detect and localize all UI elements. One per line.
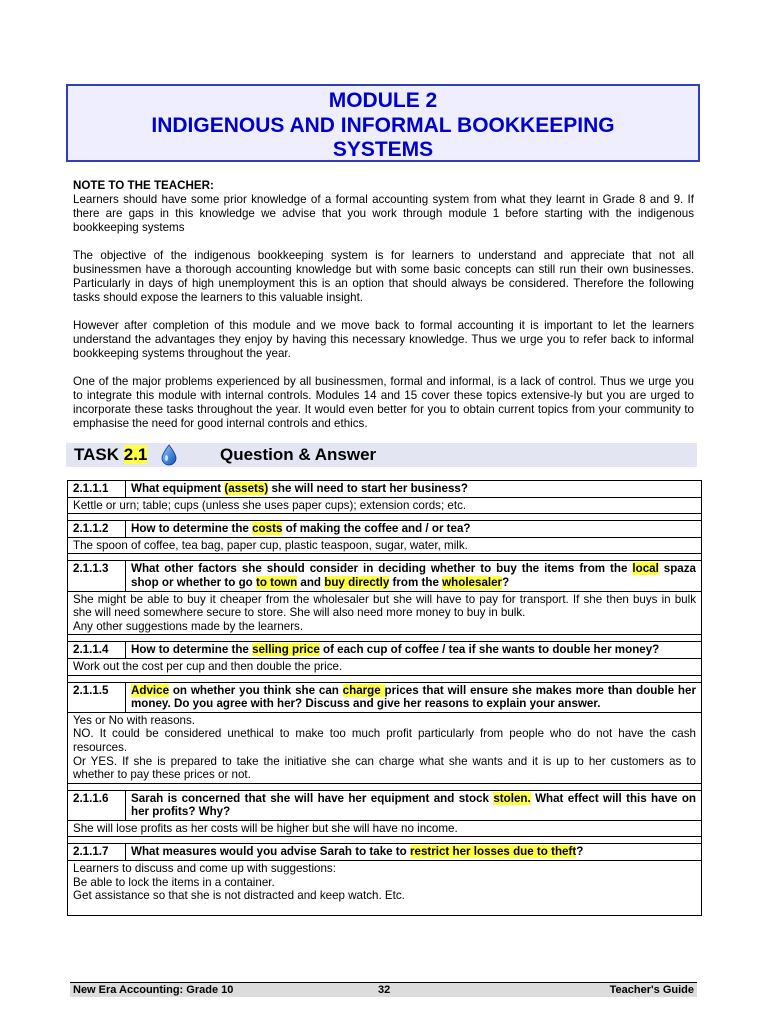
module-title-line3: SYSTEMS — [332, 138, 434, 161]
module-title-box — [66, 84, 700, 162]
answer-text: Work out the cost per cup and then double the price. — [68, 658, 702, 675]
footer-guide: Teacher's Guide — [609, 984, 694, 996]
question-text: What equipment (assets) she will need to start her business? — [126, 481, 702, 498]
spacer-row — [68, 783, 702, 790]
module-title-line1: MODULE 2 — [328, 89, 438, 112]
question-row — [68, 481, 702, 498]
question-number: 2.1.1.1 — [68, 481, 126, 498]
question-row — [68, 561, 702, 591]
answer-row — [68, 591, 702, 635]
note-paragraph-3: However after completion of this module and we move back to formal accounting it is important to let the learners understand the advantages they enjoy by having this necessary knowledge. Thus we urge you to refer back to informal bookkeeping systems throughout the year. — [73, 319, 694, 360]
question-number: 2.1.1.7 — [68, 844, 126, 861]
answer-text: The spoon of coffee, tea bag, paper cup, plastic teaspoon, sugar, water, milk. — [68, 537, 702, 554]
task-label — [74, 445, 147, 465]
answer-text: She will lose profits as her costs will be higher but she will have no income. — [68, 820, 702, 837]
note-paragraph-2: The objective of the indigenous bookkeeping system is for learners to understand and appreciate that not all businessmen have a thorough accounting knowledge but with some basic concepts can still run their own businesses. Particularly in days of high unemployment this is an option that should always be considered. Therefore the following tasks should expose the learners to this valuable insight. — [73, 249, 694, 304]
answer-row — [68, 497, 702, 514]
task-title: Question & Answer — [220, 445, 377, 464]
task-number: 2.1 — [123, 445, 148, 464]
spacer-row — [68, 837, 702, 844]
task-prefix: TASK — [74, 445, 120, 464]
qa-table — [67, 480, 702, 916]
answer-text: She might be able to buy it cheaper from the wholesaler but she will have to pay for transport. If she then buys in bulk she will need somewhere secure to store. She will also need more money to buy in bulk. Any other suggestions made by the learners. — [68, 591, 702, 635]
question-number: 2.1.1.6 — [68, 790, 126, 820]
answer-row — [68, 712, 702, 783]
answer-text: Yes or No with reasons. NO. It could be considered unethical to make too much profit particularly from people who do not have the cash resources. Or YES. If she is prepared to take the initiative she can charge what she wants and it is up to her customers as to whether to pay these prices or not. — [68, 712, 702, 783]
question-row — [68, 790, 702, 820]
spacer-row — [68, 554, 702, 561]
answer-text: Kettle or urn; table; cups (unless she uses paper cups); extension cords; etc. — [68, 497, 702, 514]
spacer-row — [68, 514, 702, 521]
answer-text: Learners to discuss and come up with suggestions: Be able to lock the items in a container. Get assistance so that she is not distracted and keep watch. Etc. — [68, 861, 702, 916]
answer-row — [68, 537, 702, 554]
question-number: 2.1.1.4 — [68, 642, 126, 659]
answer-row — [68, 820, 702, 837]
question-text: How to determine the selling price of each cup of coffee / tea if she wants to double her money? — [126, 642, 702, 659]
question-row — [68, 682, 702, 712]
module-title-line2: INDIGENOUS AND INFORMAL BOOKKEEPING — [151, 113, 615, 137]
task-header — [66, 443, 697, 467]
question-number: 2.1.1.5 — [68, 682, 126, 712]
water-drop-icon — [159, 443, 179, 472]
note-heading: NOTE TO THE TEACHER: — [73, 179, 214, 192]
note-paragraph-1: Learners should have some prior knowledge of a formal accounting system from what they learnt in Grade 8 and 9. If there are gaps in this knowledge we advise that you work through module 1 before starting with the indigenous bookkeeping systems — [73, 193, 694, 234]
spacer-row — [68, 675, 702, 682]
question-text: Sarah is concerned that she will have her equipment and stock stolen. What effect will this have on her profits? Why? — [126, 790, 702, 820]
question-text: Advice on whether you think she can charge prices that will ensure she makes more than double her money. Do you agree with her? Discuss and give her reasons to explain your answer. — [126, 682, 702, 712]
teacher-note — [73, 179, 694, 445]
question-text: How to determine the costs of making the coffee and / or tea? — [126, 521, 702, 538]
question-row — [68, 642, 702, 659]
question-row — [68, 844, 702, 861]
note-paragraph-4: One of the major problems experienced by all businessmen, formal and informal, is a lack of control. Thus we urge you to integrate this module with internal controls. Modules 14 and 15 cover these topics extensive-ly but you are urged to incorporate these tasks throughout the year. It would even better for you to obtain current topics from your community to emphasise the need for good internal controls and ethics. — [73, 375, 694, 430]
question-number: 2.1.1.3 — [68, 561, 126, 591]
footer-course: New Era Accounting: Grade 10 — [73, 984, 234, 996]
page-footer — [70, 982, 697, 997]
question-number: 2.1.1.2 — [68, 521, 126, 538]
answer-row — [68, 861, 702, 916]
question-text: What measures would you advise Sarah to take to restrict her losses due to theft? — [126, 844, 702, 861]
question-row — [68, 521, 702, 538]
spacer-row — [68, 635, 702, 642]
question-text: What other factors she should consider in deciding whether to buy the items from the local spaza shop or whether to go to town and buy directly from the wholesaler? — [126, 561, 702, 591]
answer-row — [68, 658, 702, 675]
footer-page-number: 32 — [378, 984, 391, 996]
